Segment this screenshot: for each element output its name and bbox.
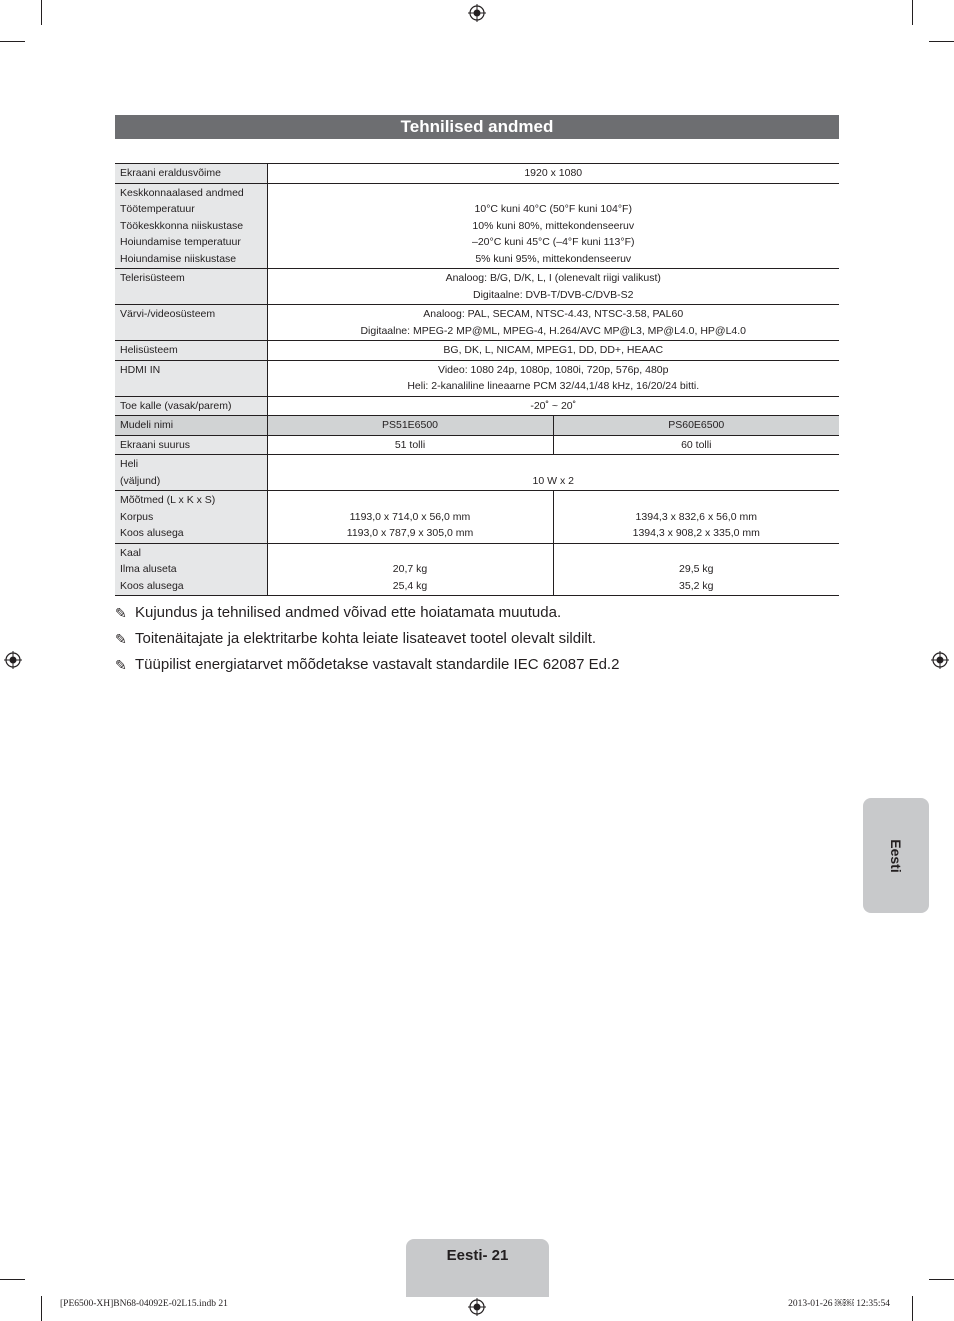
spec-value: 1394,3 x 832,6 x 56,0 mm 1394,3 x 908,2 x 335,0 mm	[553, 491, 839, 544]
crop-mark	[0, 1279, 25, 1280]
pencil-icon: ✎	[115, 605, 127, 621]
spec-value: 20,7 kg 25,4 kg	[267, 543, 553, 596]
pencil-icon: ✎	[115, 631, 127, 647]
table-row	[115, 416, 839, 436]
footer-timestamp: 2013-01-26 ￼￼ 12:35:54	[788, 1299, 890, 1309]
table-row	[115, 360, 839, 396]
table-row	[115, 396, 839, 416]
crop-mark	[41, 1296, 42, 1321]
table-row	[115, 341, 839, 361]
table-row	[115, 164, 839, 184]
spec-value: 1920 x 1080	[267, 164, 839, 184]
page-number: Eesti- 21	[446, 1247, 509, 1264]
spec-label: Mudeli nimi	[115, 416, 267, 436]
table-row	[115, 305, 839, 341]
note-text: Toitenäitajate ja elektritarbe kohta leiate lisateavet tootel olevalt sildilt.	[135, 630, 597, 647]
language-tab	[863, 798, 929, 913]
spec-value: 51 tolli	[267, 435, 553, 455]
table-row	[115, 435, 839, 455]
crop-mark	[929, 41, 954, 42]
table-row	[115, 543, 839, 596]
spec-value: 1193,0 x 714,0 x 56,0 mm 1193,0 x 787,9 x 305,0 mm	[267, 491, 553, 544]
spec-label: Heli (väljund)	[115, 455, 267, 491]
spec-label: Toe kalle (vasak/parem)	[115, 396, 267, 416]
section-title: Tehnilised andmed	[115, 115, 839, 139]
crop-mark	[0, 41, 25, 42]
registration-mark-icon	[468, 4, 486, 22]
spec-value: Video: 1080 24p, 1080p, 1080i, 720p, 576p, 480p Heli: 2-kanaliline lineaarne PCM 32/44,1/48 kHz, 16/20/24 bitti.	[267, 360, 839, 396]
model-name-a: PS51E6500	[267, 416, 553, 436]
spec-table	[115, 163, 839, 596]
spec-label: Telerisüsteem	[115, 269, 267, 305]
registration-mark-icon	[468, 1298, 486, 1316]
note-text: Kujundus ja tehnilised andmed võivad ette hoiatamata muutuda.	[135, 604, 562, 621]
spec-value: Analoog: B/G, D/K, L, I (olenevalt riigi valikust) Digitaalne: DVB-T/DVB-C/DVB-S2	[267, 269, 839, 305]
language-tab-label: Eesti	[888, 838, 904, 873]
spec-value: BG, DK, L, NICAM, MPEG1, DD, DD+, HEAAC	[267, 341, 839, 361]
spec-value: 10°C kuni 40°C (50°F kuni 104°F) 10% kuni 80%, mittekondenseeruv –20°C kuni 45°C (–4°F kuni 113°F) 5% kuni 95%, mittekondenseeruv	[267, 183, 839, 269]
model-name-b: PS60E6500	[553, 416, 839, 436]
pencil-icon: ✎	[115, 657, 127, 673]
note-text: Tüüpilist energiatarvet mõõdetakse vastavalt standardile IEC 62087 Ed.2	[135, 656, 620, 673]
spec-label: Keskkonnaalased andmed Töötemperatuur Töökeskkonna niiskustase Hoiundamise temperatuur Hoiundamise niiskustase	[115, 183, 267, 269]
crop-mark	[41, 0, 42, 25]
spec-value: -20˚ ~ 20˚	[267, 396, 839, 416]
spec-value: 10 W x 2	[267, 455, 839, 491]
footer-file-info: [PE6500-XH]BN68-04092E-02L15.indb 21	[60, 1299, 228, 1309]
crop-mark	[912, 1296, 913, 1321]
table-row	[115, 183, 839, 269]
spec-label: Mõõtmed (L x K x S) Korpus Koos alusega	[115, 491, 267, 544]
spec-value: 29,5 kg 35,2 kg	[553, 543, 839, 596]
crop-mark	[912, 0, 913, 25]
registration-mark-icon	[931, 651, 949, 669]
spec-label: Helisüsteem	[115, 341, 267, 361]
spec-value: Analoog: PAL, SECAM, NTSC-4.43, NTSC-3.58, PAL60 Digitaalne: MPEG-2 MP@ML, MPEG-4, H.264/AVC MP@L3, MP@L4.0, HP@L4.0	[267, 305, 839, 341]
table-row	[115, 269, 839, 305]
spec-value: 60 tolli	[553, 435, 839, 455]
table-row	[115, 491, 839, 544]
notes-list	[115, 600, 845, 678]
spec-label: HDMI IN	[115, 360, 267, 396]
table-row	[115, 455, 839, 491]
spec-label: Ekraani suurus	[115, 435, 267, 455]
crop-mark	[929, 1279, 954, 1280]
note-item	[115, 652, 845, 678]
note-item	[115, 626, 845, 652]
page-number-tab	[406, 1239, 549, 1297]
spec-label: Värvi-/videosüsteem	[115, 305, 267, 341]
spec-label: Ekraani eraldusvõime	[115, 164, 267, 184]
note-item	[115, 600, 845, 626]
spec-label: Kaal Ilma aluseta Koos alusega	[115, 543, 267, 596]
registration-mark-icon	[4, 651, 22, 669]
